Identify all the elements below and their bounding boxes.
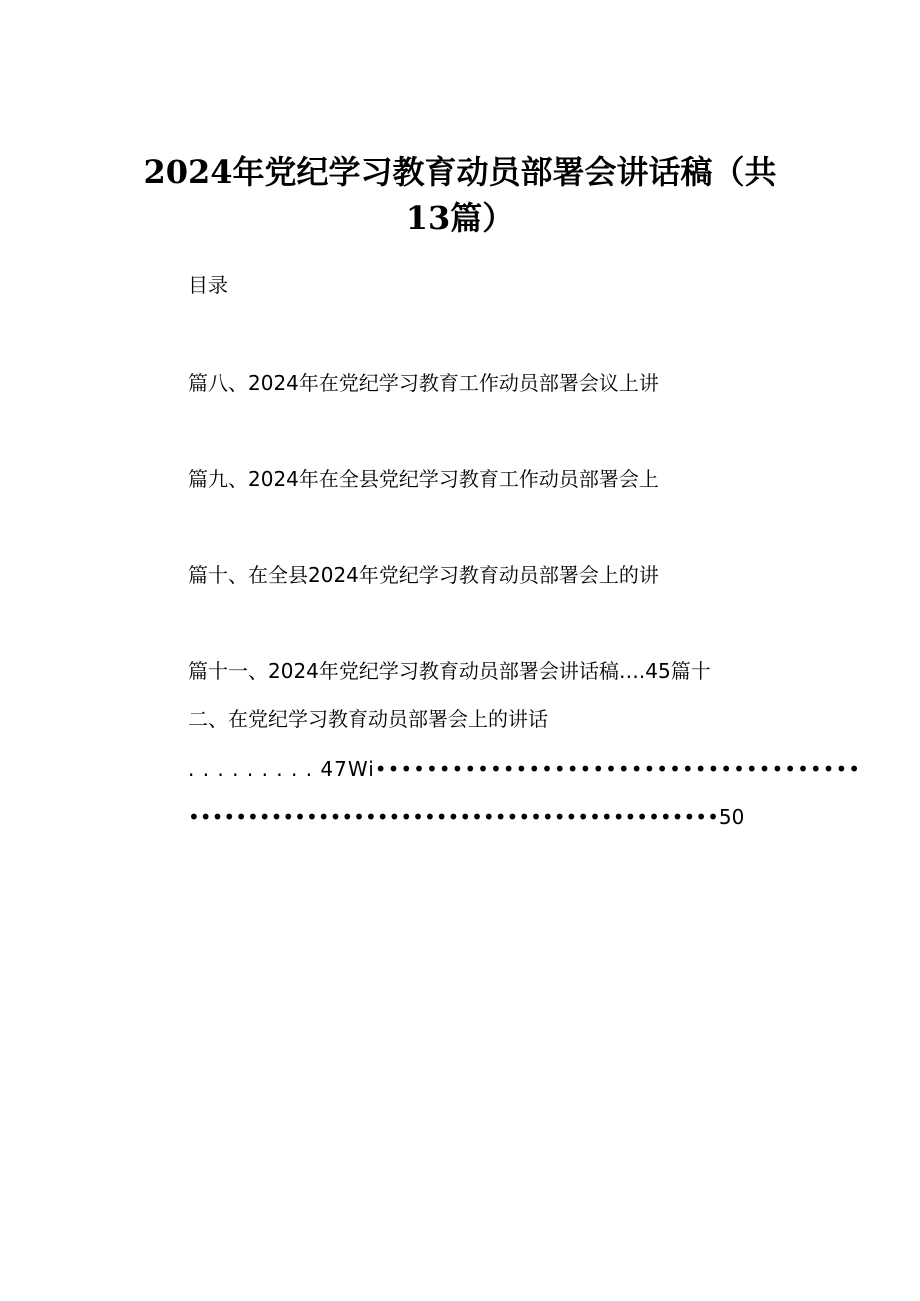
toc-entry: 二、在党纪学习教育动员部署会上的讲话 <box>188 707 548 731</box>
document-title-line-1: 2024年党纪学习教育动员部署会讲话稿（共 <box>143 153 777 191</box>
toc-leader-dots-line-2: •••••••••••••••••••••••••••••••••••••••••••••50 <box>188 805 745 829</box>
toc-entry: 篇十、在全县2024年党纪学习教育动员部署会上的讲 <box>188 563 659 587</box>
toc-entry: 篇九、2024年在全县党纪学习教育工作动员部署会上 <box>188 467 659 491</box>
toc-entry: 篇八、2024年在党纪学习教育工作动员部署会议上讲 <box>188 371 659 395</box>
toc-heading: 目录 <box>188 273 228 297</box>
document-title-line-2: 13篇） <box>405 199 515 237</box>
toc-leader-dots-line-1: . . . . . . . . . 47Wi•••••••••••••••••••••••••••••••••••••• <box>188 757 862 781</box>
toc-entry: 篇十一、2024年党纪学习教育动员部署会讲话稿….45篇十 <box>188 659 711 683</box>
